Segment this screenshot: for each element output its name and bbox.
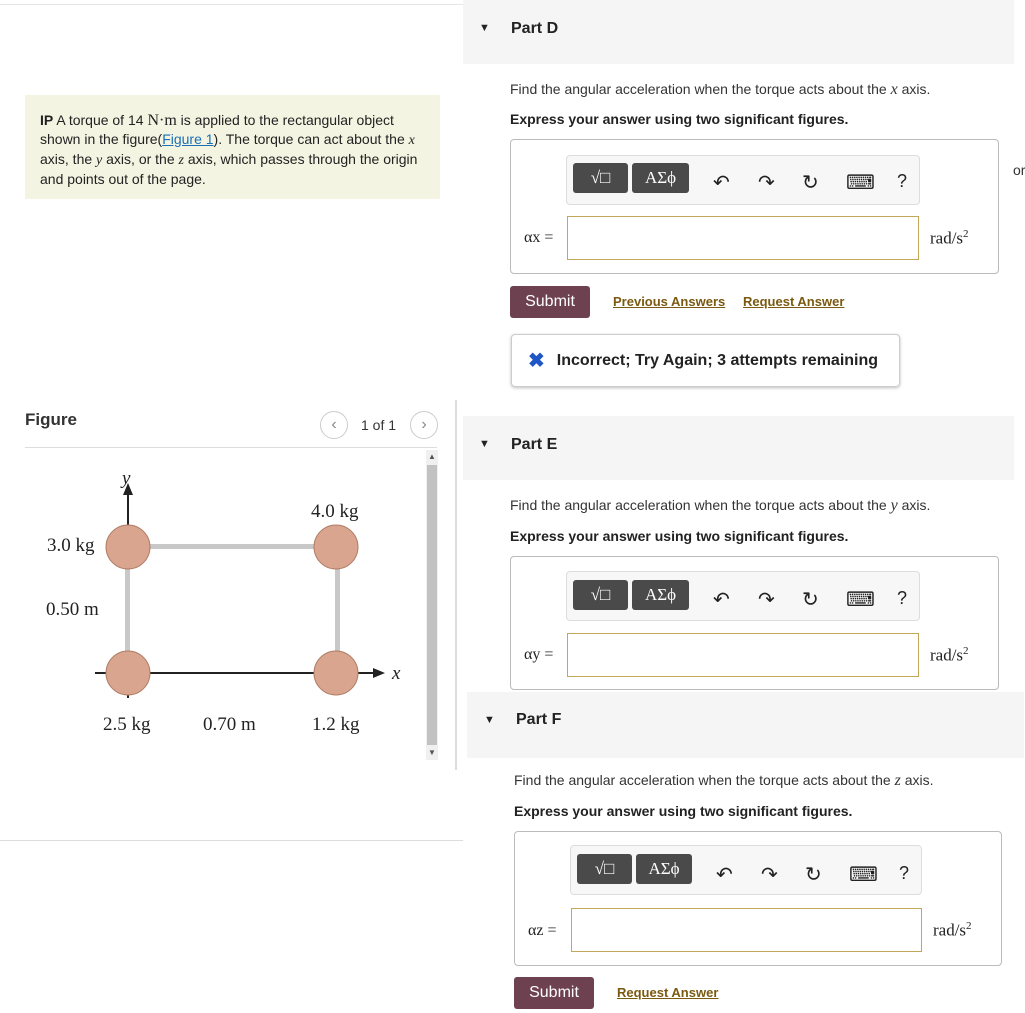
help-icon[interactable]: ?	[897, 171, 908, 191]
y-axis-label: y	[122, 468, 131, 489]
x-axis-arrow	[373, 668, 385, 678]
mass-bottom-right	[314, 651, 358, 695]
keyboard-icon[interactable]: ⌨	[846, 172, 875, 194]
part-f-unit: rad/$s^2$	[933, 920, 972, 940]
part-f-title: Part F	[516, 711, 562, 728]
clipped-edge-text: or	[1013, 162, 1025, 178]
undo-icon[interactable]: ↶	[713, 172, 730, 194]
collapse-triangle-icon[interactable]: ▼	[484, 714, 495, 726]
part-f-submit-button[interactable]: Submit	[514, 977, 594, 1009]
redo-icon[interactable]: ↷	[758, 172, 775, 194]
part-e-answer-input[interactable]	[567, 633, 919, 677]
keyboard-icon[interactable]: ⌨	[849, 864, 878, 886]
reset-icon[interactable]: ↻	[805, 864, 822, 886]
templates-button[interactable]: √□	[577, 854, 632, 884]
figure-pager-count: 1 of 1	[361, 417, 397, 433]
previous-answers-link[interactable]: Previous Answers	[613, 294, 726, 309]
chevron-right-icon[interactable]: ›	[410, 411, 438, 439]
part-f-answer-label: αz =	[528, 922, 557, 939]
part-e-question: Find the angular acceleration when the torque acts about the y axis.	[510, 497, 931, 514]
height-label: 0.50 m	[46, 599, 99, 620]
part-d-answer-input[interactable]	[567, 216, 919, 260]
part-d-instruction: Express your answer using two significant figures.	[510, 111, 849, 127]
figure-scrollbar-thumb[interactable]	[427, 465, 437, 745]
part-e-instruction: Express your answer using two significant figures.	[510, 528, 849, 544]
top-divider	[0, 4, 463, 5]
incorrect-x-icon: ✖	[528, 350, 545, 372]
part-d-unit: rad/$s^2$	[930, 228, 969, 248]
figure-divider	[25, 447, 437, 448]
mass-label-bottom-left: 2.5 kg	[103, 714, 151, 735]
width-label: 0.70 m	[203, 714, 256, 735]
greek-symbols-button[interactable]: ΑΣϕ	[632, 580, 689, 610]
figure-link[interactable]: Figure 1	[162, 131, 214, 147]
column-divider	[455, 400, 457, 770]
mass-label-top-left: 3.0 kg	[47, 535, 95, 556]
scroll-down-icon[interactable]: ▼	[428, 748, 436, 757]
undo-icon[interactable]: ↶	[713, 589, 730, 611]
collapse-triangle-icon[interactable]: ▼	[479, 438, 490, 450]
part-f-instruction: Express your answer using two significant figures.	[514, 803, 853, 819]
part-e-title: Part E	[511, 436, 558, 453]
part-f-answer-input[interactable]	[571, 908, 922, 952]
redo-icon[interactable]: ↷	[761, 864, 778, 886]
part-d-question: Find the angular acceleration when the torque acts about the x axis.	[510, 81, 931, 98]
figure-title: Figure	[25, 410, 77, 429]
part-f-question: Find the angular acceleration when the torque acts about the z axis.	[514, 772, 934, 789]
part-d-answer-label: αx =	[524, 229, 554, 246]
reset-icon[interactable]: ↻	[802, 172, 819, 194]
keyboard-icon[interactable]: ⌨	[846, 589, 875, 611]
templates-button[interactable]: √□	[573, 580, 628, 610]
reset-icon[interactable]: ↻	[802, 589, 819, 611]
templates-button[interactable]: √□	[573, 163, 628, 193]
part-e-unit: rad/$s^2$	[930, 645, 969, 665]
help-icon[interactable]: ?	[897, 588, 908, 608]
redo-icon[interactable]: ↷	[758, 589, 775, 611]
mass-label-top-right: 4.0 kg	[311, 501, 359, 522]
part-d-feedback: ✖ Incorrect; Try Again; 3 attempts remaining	[511, 334, 900, 387]
mass-label-bottom-right: 1.2 kg	[312, 714, 360, 735]
problem-statement: IP A torque of 14 N·m is applied to the rectangular object shown in the figure(Figure 1). The torque can act about the x axis, the y axis, or the z axis, which passes through the origin and points out of the page.	[40, 112, 418, 187]
greek-symbols-button[interactable]: ΑΣϕ	[636, 854, 692, 884]
part-d-submit-button[interactable]: Submit	[510, 286, 590, 318]
mass-top-right	[314, 525, 358, 569]
mass-bottom-left	[106, 651, 150, 695]
chevron-left-icon[interactable]: ‹	[320, 411, 348, 439]
undo-icon[interactable]: ↶	[716, 864, 733, 886]
frame-top-bar	[125, 544, 340, 549]
part-e-answer-label: αy =	[524, 646, 554, 663]
request-answer-link[interactable]: Request Answer	[743, 294, 845, 309]
left-bottom-divider	[0, 840, 463, 841]
mass-top-left	[106, 525, 150, 569]
x-axis-label: x	[392, 663, 401, 684]
scroll-up-icon[interactable]: ▲	[428, 452, 436, 461]
collapse-triangle-icon[interactable]: ▼	[479, 22, 490, 34]
request-answer-link[interactable]: Request Answer	[617, 985, 719, 1000]
part-d-title: Part D	[511, 20, 559, 37]
greek-symbols-button[interactable]: ΑΣϕ	[632, 163, 689, 193]
help-icon[interactable]: ?	[899, 863, 910, 883]
